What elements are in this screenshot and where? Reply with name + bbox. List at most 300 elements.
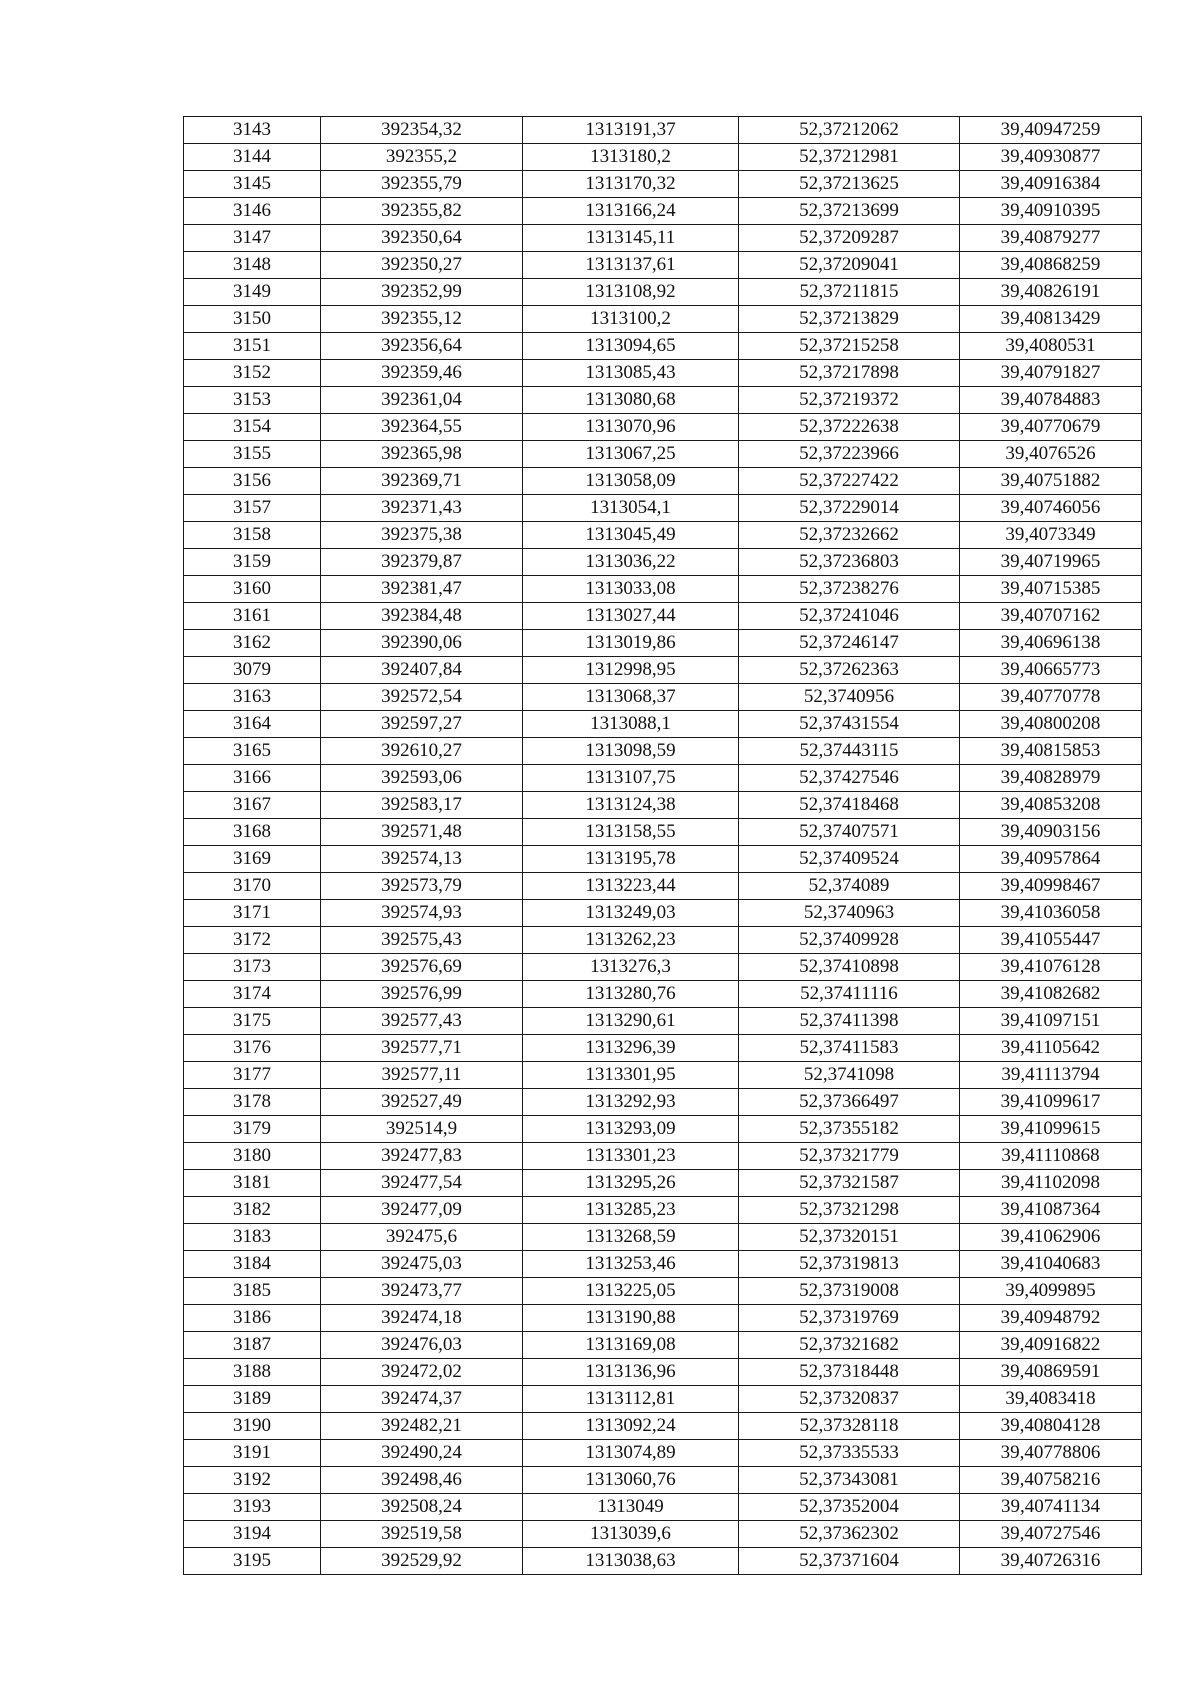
- point-number-cell: 3155: [184, 441, 321, 468]
- table-row: [184, 414, 1142, 441]
- latitude-cell: 52,37328118: [739, 1413, 960, 1440]
- x-coordinate-cell: 392571,48: [321, 819, 523, 846]
- x-coordinate-cell: 392359,46: [321, 360, 523, 387]
- y-coordinate-cell: 1313166,24: [523, 198, 739, 225]
- y-coordinate-cell: 1313068,37: [523, 684, 739, 711]
- latitude-cell: 52,3740963: [739, 900, 960, 927]
- point-number-cell: 3181: [184, 1170, 321, 1197]
- x-coordinate-cell: 392355,82: [321, 198, 523, 225]
- y-coordinate-cell: 1313285,23: [523, 1197, 739, 1224]
- longitude-cell: 39,40869591: [960, 1359, 1142, 1386]
- point-number-cell: 3171: [184, 900, 321, 927]
- table-row: [184, 1062, 1142, 1089]
- longitude-cell: 39,40770679: [960, 414, 1142, 441]
- x-coordinate-cell: 392477,83: [321, 1143, 523, 1170]
- table-row: [184, 630, 1142, 657]
- table-row: [184, 1413, 1142, 1440]
- latitude-cell: 52,37236803: [739, 549, 960, 576]
- point-number-cell: 3187: [184, 1332, 321, 1359]
- longitude-cell: 39,41055447: [960, 927, 1142, 954]
- y-coordinate-cell: 1313067,25: [523, 441, 739, 468]
- table-row: [184, 495, 1142, 522]
- longitude-cell: 39,4073349: [960, 522, 1142, 549]
- point-number-cell: 3150: [184, 306, 321, 333]
- y-coordinate-cell: 1313070,96: [523, 414, 739, 441]
- y-coordinate-cell: 1313249,03: [523, 900, 739, 927]
- latitude-cell: 52,37411583: [739, 1035, 960, 1062]
- point-number-cell: 3195: [184, 1548, 321, 1575]
- latitude-cell: 52,37217898: [739, 360, 960, 387]
- table-row: [184, 1440, 1142, 1467]
- point-number-cell: 3175: [184, 1008, 321, 1035]
- longitude-cell: 39,40751882: [960, 468, 1142, 495]
- longitude-cell: 39,40815853: [960, 738, 1142, 765]
- y-coordinate-cell: 1313195,78: [523, 846, 739, 873]
- table-row: [184, 1548, 1142, 1575]
- table-row: [184, 603, 1142, 630]
- x-coordinate-cell: 392577,11: [321, 1062, 523, 1089]
- point-number-cell: 3176: [184, 1035, 321, 1062]
- longitude-cell: 39,40853208: [960, 792, 1142, 819]
- y-coordinate-cell: 1313180,2: [523, 144, 739, 171]
- longitude-cell: 39,41099617: [960, 1089, 1142, 1116]
- longitude-cell: 39,40910395: [960, 198, 1142, 225]
- point-number-cell: 3173: [184, 954, 321, 981]
- y-coordinate-cell: 1313058,09: [523, 468, 739, 495]
- y-coordinate-cell: 1313027,44: [523, 603, 739, 630]
- x-coordinate-cell: 392583,17: [321, 792, 523, 819]
- table-row: [184, 1143, 1142, 1170]
- longitude-cell: 39,40791827: [960, 360, 1142, 387]
- coordinates-table: [183, 116, 1142, 1575]
- longitude-cell: 39,40727546: [960, 1521, 1142, 1548]
- table-row: [184, 1035, 1142, 1062]
- latitude-cell: 52,37321779: [739, 1143, 960, 1170]
- table-row: [184, 738, 1142, 765]
- y-coordinate-cell: 1313088,1: [523, 711, 739, 738]
- y-coordinate-cell: 1313124,38: [523, 792, 739, 819]
- x-coordinate-cell: 392577,43: [321, 1008, 523, 1035]
- longitude-cell: 39,4076526: [960, 441, 1142, 468]
- y-coordinate-cell: 1313295,26: [523, 1170, 739, 1197]
- longitude-cell: 39,40804128: [960, 1413, 1142, 1440]
- table-row: [184, 1305, 1142, 1332]
- point-number-cell: 3165: [184, 738, 321, 765]
- latitude-cell: 52,37213699: [739, 198, 960, 225]
- y-coordinate-cell: 1313225,05: [523, 1278, 739, 1305]
- coordinates-table-body: [184, 117, 1142, 1575]
- x-coordinate-cell: 392477,54: [321, 1170, 523, 1197]
- longitude-cell: 39,40778806: [960, 1440, 1142, 1467]
- y-coordinate-cell: 1313301,23: [523, 1143, 739, 1170]
- point-number-cell: 3158: [184, 522, 321, 549]
- longitude-cell: 39,40828979: [960, 765, 1142, 792]
- latitude-cell: 52,37335533: [739, 1440, 960, 1467]
- longitude-cell: 39,4080531: [960, 333, 1142, 360]
- longitude-cell: 39,41087364: [960, 1197, 1142, 1224]
- table-row: [184, 1332, 1142, 1359]
- point-number-cell: 3172: [184, 927, 321, 954]
- y-coordinate-cell: 1313301,95: [523, 1062, 739, 1089]
- latitude-cell: 52,37215258: [739, 333, 960, 360]
- x-coordinate-cell: 392477,09: [321, 1197, 523, 1224]
- table-row: [184, 873, 1142, 900]
- point-number-cell: 3178: [184, 1089, 321, 1116]
- y-coordinate-cell: 1313137,61: [523, 252, 739, 279]
- x-coordinate-cell: 392364,55: [321, 414, 523, 441]
- y-coordinate-cell: 1313268,59: [523, 1224, 739, 1251]
- point-number-cell: 3194: [184, 1521, 321, 1548]
- longitude-cell: 39,40715385: [960, 576, 1142, 603]
- x-coordinate-cell: 392474,18: [321, 1305, 523, 1332]
- y-coordinate-cell: 1313158,55: [523, 819, 739, 846]
- latitude-cell: 52,3741098: [739, 1062, 960, 1089]
- longitude-cell: 39,40719965: [960, 549, 1142, 576]
- x-coordinate-cell: 392482,21: [321, 1413, 523, 1440]
- longitude-cell: 39,40707162: [960, 603, 1142, 630]
- point-number-cell: 3147: [184, 225, 321, 252]
- x-coordinate-cell: 392371,43: [321, 495, 523, 522]
- latitude-cell: 52,37366497: [739, 1089, 960, 1116]
- point-number-cell: 3167: [184, 792, 321, 819]
- latitude-cell: 52,37407571: [739, 819, 960, 846]
- latitude-cell: 52,37223966: [739, 441, 960, 468]
- x-coordinate-cell: 392527,49: [321, 1089, 523, 1116]
- table-row: [184, 1197, 1142, 1224]
- table-row: [184, 1224, 1142, 1251]
- point-number-cell: 3163: [184, 684, 321, 711]
- x-coordinate-cell: 392577,71: [321, 1035, 523, 1062]
- x-coordinate-cell: 392365,98: [321, 441, 523, 468]
- point-number-cell: 3143: [184, 117, 321, 144]
- point-number-cell: 3182: [184, 1197, 321, 1224]
- latitude-cell: 52,3740956: [739, 684, 960, 711]
- x-coordinate-cell: 392508,24: [321, 1494, 523, 1521]
- table-row: [184, 522, 1142, 549]
- latitude-cell: 52,37319008: [739, 1278, 960, 1305]
- longitude-cell: 39,40665773: [960, 657, 1142, 684]
- point-number-cell: 3185: [184, 1278, 321, 1305]
- point-number-cell: 3170: [184, 873, 321, 900]
- y-coordinate-cell: 1313039,6: [523, 1521, 739, 1548]
- table-row: [184, 1521, 1142, 1548]
- y-coordinate-cell: 1313054,1: [523, 495, 739, 522]
- y-coordinate-cell: 1313290,61: [523, 1008, 739, 1035]
- latitude-cell: 52,37318448: [739, 1359, 960, 1386]
- latitude-cell: 52,37219372: [739, 387, 960, 414]
- longitude-cell: 39,40947259: [960, 117, 1142, 144]
- point-number-cell: 3151: [184, 333, 321, 360]
- latitude-cell: 52,37246147: [739, 630, 960, 657]
- x-coordinate-cell: 392573,79: [321, 873, 523, 900]
- latitude-cell: 52,37427546: [739, 765, 960, 792]
- table-row: [184, 117, 1142, 144]
- point-number-cell: 3148: [184, 252, 321, 279]
- table-row: [184, 387, 1142, 414]
- x-coordinate-cell: 392610,27: [321, 738, 523, 765]
- table-row: [184, 576, 1142, 603]
- x-coordinate-cell: 392475,6: [321, 1224, 523, 1251]
- latitude-cell: 52,37362302: [739, 1521, 960, 1548]
- latitude-cell: 52,37212981: [739, 144, 960, 171]
- x-coordinate-cell: 392572,54: [321, 684, 523, 711]
- table-row: [184, 1116, 1142, 1143]
- longitude-cell: 39,40784883: [960, 387, 1142, 414]
- y-coordinate-cell: 1313100,2: [523, 306, 739, 333]
- y-coordinate-cell: 1313049: [523, 1494, 739, 1521]
- latitude-cell: 52,37320837: [739, 1386, 960, 1413]
- latitude-cell: 52,37321682: [739, 1332, 960, 1359]
- point-number-cell: 3184: [184, 1251, 321, 1278]
- latitude-cell: 52,37213625: [739, 171, 960, 198]
- point-number-cell: 3079: [184, 657, 321, 684]
- latitude-cell: 52,37443115: [739, 738, 960, 765]
- latitude-cell: 52,37418468: [739, 792, 960, 819]
- point-number-cell: 3162: [184, 630, 321, 657]
- latitude-cell: 52,37371604: [739, 1548, 960, 1575]
- y-coordinate-cell: 1313191,37: [523, 117, 739, 144]
- table-row: [184, 171, 1142, 198]
- table-row: [184, 360, 1142, 387]
- latitude-cell: 52,37343081: [739, 1467, 960, 1494]
- latitude-cell: 52,37227422: [739, 468, 960, 495]
- x-coordinate-cell: 392352,99: [321, 279, 523, 306]
- longitude-cell: 39,40726316: [960, 1548, 1142, 1575]
- table-row: [184, 846, 1142, 873]
- y-coordinate-cell: 1313292,93: [523, 1089, 739, 1116]
- y-coordinate-cell: 1313094,65: [523, 333, 739, 360]
- y-coordinate-cell: 1313169,08: [523, 1332, 739, 1359]
- longitude-cell: 39,41097151: [960, 1008, 1142, 1035]
- table-row: [184, 900, 1142, 927]
- latitude-cell: 52,37229014: [739, 495, 960, 522]
- latitude-cell: 52,37431554: [739, 711, 960, 738]
- latitude-cell: 52,374089: [739, 873, 960, 900]
- y-coordinate-cell: 1313033,08: [523, 576, 739, 603]
- x-coordinate-cell: 392356,64: [321, 333, 523, 360]
- point-number-cell: 3191: [184, 1440, 321, 1467]
- y-coordinate-cell: 1313092,24: [523, 1413, 739, 1440]
- x-coordinate-cell: 392355,12: [321, 306, 523, 333]
- longitude-cell: 39,40930877: [960, 144, 1142, 171]
- latitude-cell: 52,37211815: [739, 279, 960, 306]
- longitude-cell: 39,41082682: [960, 981, 1142, 1008]
- longitude-cell: 39,40746056: [960, 495, 1142, 522]
- y-coordinate-cell: 1313276,3: [523, 954, 739, 981]
- point-number-cell: 3180: [184, 1143, 321, 1170]
- point-number-cell: 3149: [184, 279, 321, 306]
- latitude-cell: 52,37262363: [739, 657, 960, 684]
- point-number-cell: 3146: [184, 198, 321, 225]
- table-row: [184, 954, 1142, 981]
- y-coordinate-cell: 1313085,43: [523, 360, 739, 387]
- latitude-cell: 52,37238276: [739, 576, 960, 603]
- x-coordinate-cell: 392361,04: [321, 387, 523, 414]
- y-coordinate-cell: 1313060,76: [523, 1467, 739, 1494]
- longitude-cell: 39,40998467: [960, 873, 1142, 900]
- y-coordinate-cell: 1313280,76: [523, 981, 739, 1008]
- longitude-cell: 39,40813429: [960, 306, 1142, 333]
- y-coordinate-cell: 1313112,81: [523, 1386, 739, 1413]
- x-coordinate-cell: 392519,58: [321, 1521, 523, 1548]
- longitude-cell: 39,41099615: [960, 1116, 1142, 1143]
- point-number-cell: 3193: [184, 1494, 321, 1521]
- x-coordinate-cell: 392473,77: [321, 1278, 523, 1305]
- latitude-cell: 52,37410898: [739, 954, 960, 981]
- x-coordinate-cell: 392355,2: [321, 144, 523, 171]
- x-coordinate-cell: 392384,48: [321, 603, 523, 630]
- y-coordinate-cell: 1313170,32: [523, 171, 739, 198]
- y-coordinate-cell: 1313080,68: [523, 387, 739, 414]
- x-coordinate-cell: 392407,84: [321, 657, 523, 684]
- longitude-cell: 39,41062906: [960, 1224, 1142, 1251]
- x-coordinate-cell: 392576,69: [321, 954, 523, 981]
- x-coordinate-cell: 392379,87: [321, 549, 523, 576]
- longitude-cell: 39,41102098: [960, 1170, 1142, 1197]
- y-coordinate-cell: 1313108,92: [523, 279, 739, 306]
- point-number-cell: 3161: [184, 603, 321, 630]
- longitude-cell: 39,40741134: [960, 1494, 1142, 1521]
- latitude-cell: 52,37212062: [739, 117, 960, 144]
- longitude-cell: 39,41040683: [960, 1251, 1142, 1278]
- x-coordinate-cell: 392375,38: [321, 522, 523, 549]
- latitude-cell: 52,37321587: [739, 1170, 960, 1197]
- y-coordinate-cell: 1312998,95: [523, 657, 739, 684]
- point-number-cell: 3166: [184, 765, 321, 792]
- point-number-cell: 3192: [184, 1467, 321, 1494]
- point-number-cell: 3156: [184, 468, 321, 495]
- point-number-cell: 3160: [184, 576, 321, 603]
- y-coordinate-cell: 1313038,63: [523, 1548, 739, 1575]
- latitude-cell: 52,37319813: [739, 1251, 960, 1278]
- latitude-cell: 52,37241046: [739, 603, 960, 630]
- longitude-cell: 39,40948792: [960, 1305, 1142, 1332]
- y-coordinate-cell: 1313136,96: [523, 1359, 739, 1386]
- point-number-cell: 3190: [184, 1413, 321, 1440]
- y-coordinate-cell: 1313145,11: [523, 225, 739, 252]
- latitude-cell: 52,37319769: [739, 1305, 960, 1332]
- x-coordinate-cell: 392354,32: [321, 117, 523, 144]
- x-coordinate-cell: 392574,13: [321, 846, 523, 873]
- latitude-cell: 52,37222638: [739, 414, 960, 441]
- table-row: [184, 1467, 1142, 1494]
- longitude-cell: 39,41076128: [960, 954, 1142, 981]
- table-row: [184, 225, 1142, 252]
- point-number-cell: 3183: [184, 1224, 321, 1251]
- longitude-cell: 39,40879277: [960, 225, 1142, 252]
- longitude-cell: 39,40770778: [960, 684, 1142, 711]
- longitude-cell: 39,40868259: [960, 252, 1142, 279]
- x-coordinate-cell: 392498,46: [321, 1467, 523, 1494]
- longitude-cell: 39,41105642: [960, 1035, 1142, 1062]
- table-row: [184, 1359, 1142, 1386]
- point-number-cell: 3159: [184, 549, 321, 576]
- x-coordinate-cell: 392475,03: [321, 1251, 523, 1278]
- point-number-cell: 3168: [184, 819, 321, 846]
- y-coordinate-cell: 1313045,49: [523, 522, 739, 549]
- latitude-cell: 52,37409524: [739, 846, 960, 873]
- y-coordinate-cell: 1313296,39: [523, 1035, 739, 1062]
- y-coordinate-cell: 1313074,89: [523, 1440, 739, 1467]
- table-row: [184, 1170, 1142, 1197]
- table-row: [184, 306, 1142, 333]
- x-coordinate-cell: 392350,27: [321, 252, 523, 279]
- point-number-cell: 3169: [184, 846, 321, 873]
- x-coordinate-cell: 392472,02: [321, 1359, 523, 1386]
- table-row: [184, 144, 1142, 171]
- y-coordinate-cell: 1313223,44: [523, 873, 739, 900]
- x-coordinate-cell: 392350,64: [321, 225, 523, 252]
- x-coordinate-cell: 392381,47: [321, 576, 523, 603]
- latitude-cell: 52,37232662: [739, 522, 960, 549]
- longitude-cell: 39,40800208: [960, 711, 1142, 738]
- longitude-cell: 39,40957864: [960, 846, 1142, 873]
- x-coordinate-cell: 392490,24: [321, 1440, 523, 1467]
- y-coordinate-cell: 1313190,88: [523, 1305, 739, 1332]
- longitude-cell: 39,40696138: [960, 630, 1142, 657]
- table-row: [184, 468, 1142, 495]
- latitude-cell: 52,37321298: [739, 1197, 960, 1224]
- latitude-cell: 52,37320151: [739, 1224, 960, 1251]
- table-row: [184, 333, 1142, 360]
- point-number-cell: 3144: [184, 144, 321, 171]
- latitude-cell: 52,37352004: [739, 1494, 960, 1521]
- table-row: [184, 1008, 1142, 1035]
- point-number-cell: 3174: [184, 981, 321, 1008]
- table-row: [184, 549, 1142, 576]
- longitude-cell: 39,40916384: [960, 171, 1142, 198]
- table-row: [184, 1494, 1142, 1521]
- latitude-cell: 52,37213829: [739, 306, 960, 333]
- point-number-cell: 3177: [184, 1062, 321, 1089]
- table-row: [184, 711, 1142, 738]
- longitude-cell: 39,41113794: [960, 1062, 1142, 1089]
- y-coordinate-cell: 1313262,23: [523, 927, 739, 954]
- y-coordinate-cell: 1313293,09: [523, 1116, 739, 1143]
- y-coordinate-cell: 1313019,86: [523, 630, 739, 657]
- longitude-cell: 39,40758216: [960, 1467, 1142, 1494]
- table-row: [184, 1251, 1142, 1278]
- y-coordinate-cell: 1313098,59: [523, 738, 739, 765]
- x-coordinate-cell: 392476,03: [321, 1332, 523, 1359]
- latitude-cell: 52,37409928: [739, 927, 960, 954]
- point-number-cell: 3186: [184, 1305, 321, 1332]
- point-number-cell: 3152: [184, 360, 321, 387]
- point-number-cell: 3157: [184, 495, 321, 522]
- point-number-cell: 3189: [184, 1386, 321, 1413]
- longitude-cell: 39,4099895: [960, 1278, 1142, 1305]
- point-number-cell: 3164: [184, 711, 321, 738]
- longitude-cell: 39,40916822: [960, 1332, 1142, 1359]
- point-number-cell: 3154: [184, 414, 321, 441]
- x-coordinate-cell: 392390,06: [321, 630, 523, 657]
- y-coordinate-cell: 1313107,75: [523, 765, 739, 792]
- latitude-cell: 52,37209287: [739, 225, 960, 252]
- x-coordinate-cell: 392474,37: [321, 1386, 523, 1413]
- latitude-cell: 52,37411116: [739, 981, 960, 1008]
- latitude-cell: 52,37209041: [739, 252, 960, 279]
- table-row: [184, 765, 1142, 792]
- y-coordinate-cell: 1313036,22: [523, 549, 739, 576]
- longitude-cell: 39,4083418: [960, 1386, 1142, 1413]
- table-row: [184, 198, 1142, 225]
- point-number-cell: 3179: [184, 1116, 321, 1143]
- point-number-cell: 3153: [184, 387, 321, 414]
- table-row: [184, 279, 1142, 306]
- table-row: [184, 981, 1142, 1008]
- longitude-cell: 39,41036058: [960, 900, 1142, 927]
- table-row: [184, 252, 1142, 279]
